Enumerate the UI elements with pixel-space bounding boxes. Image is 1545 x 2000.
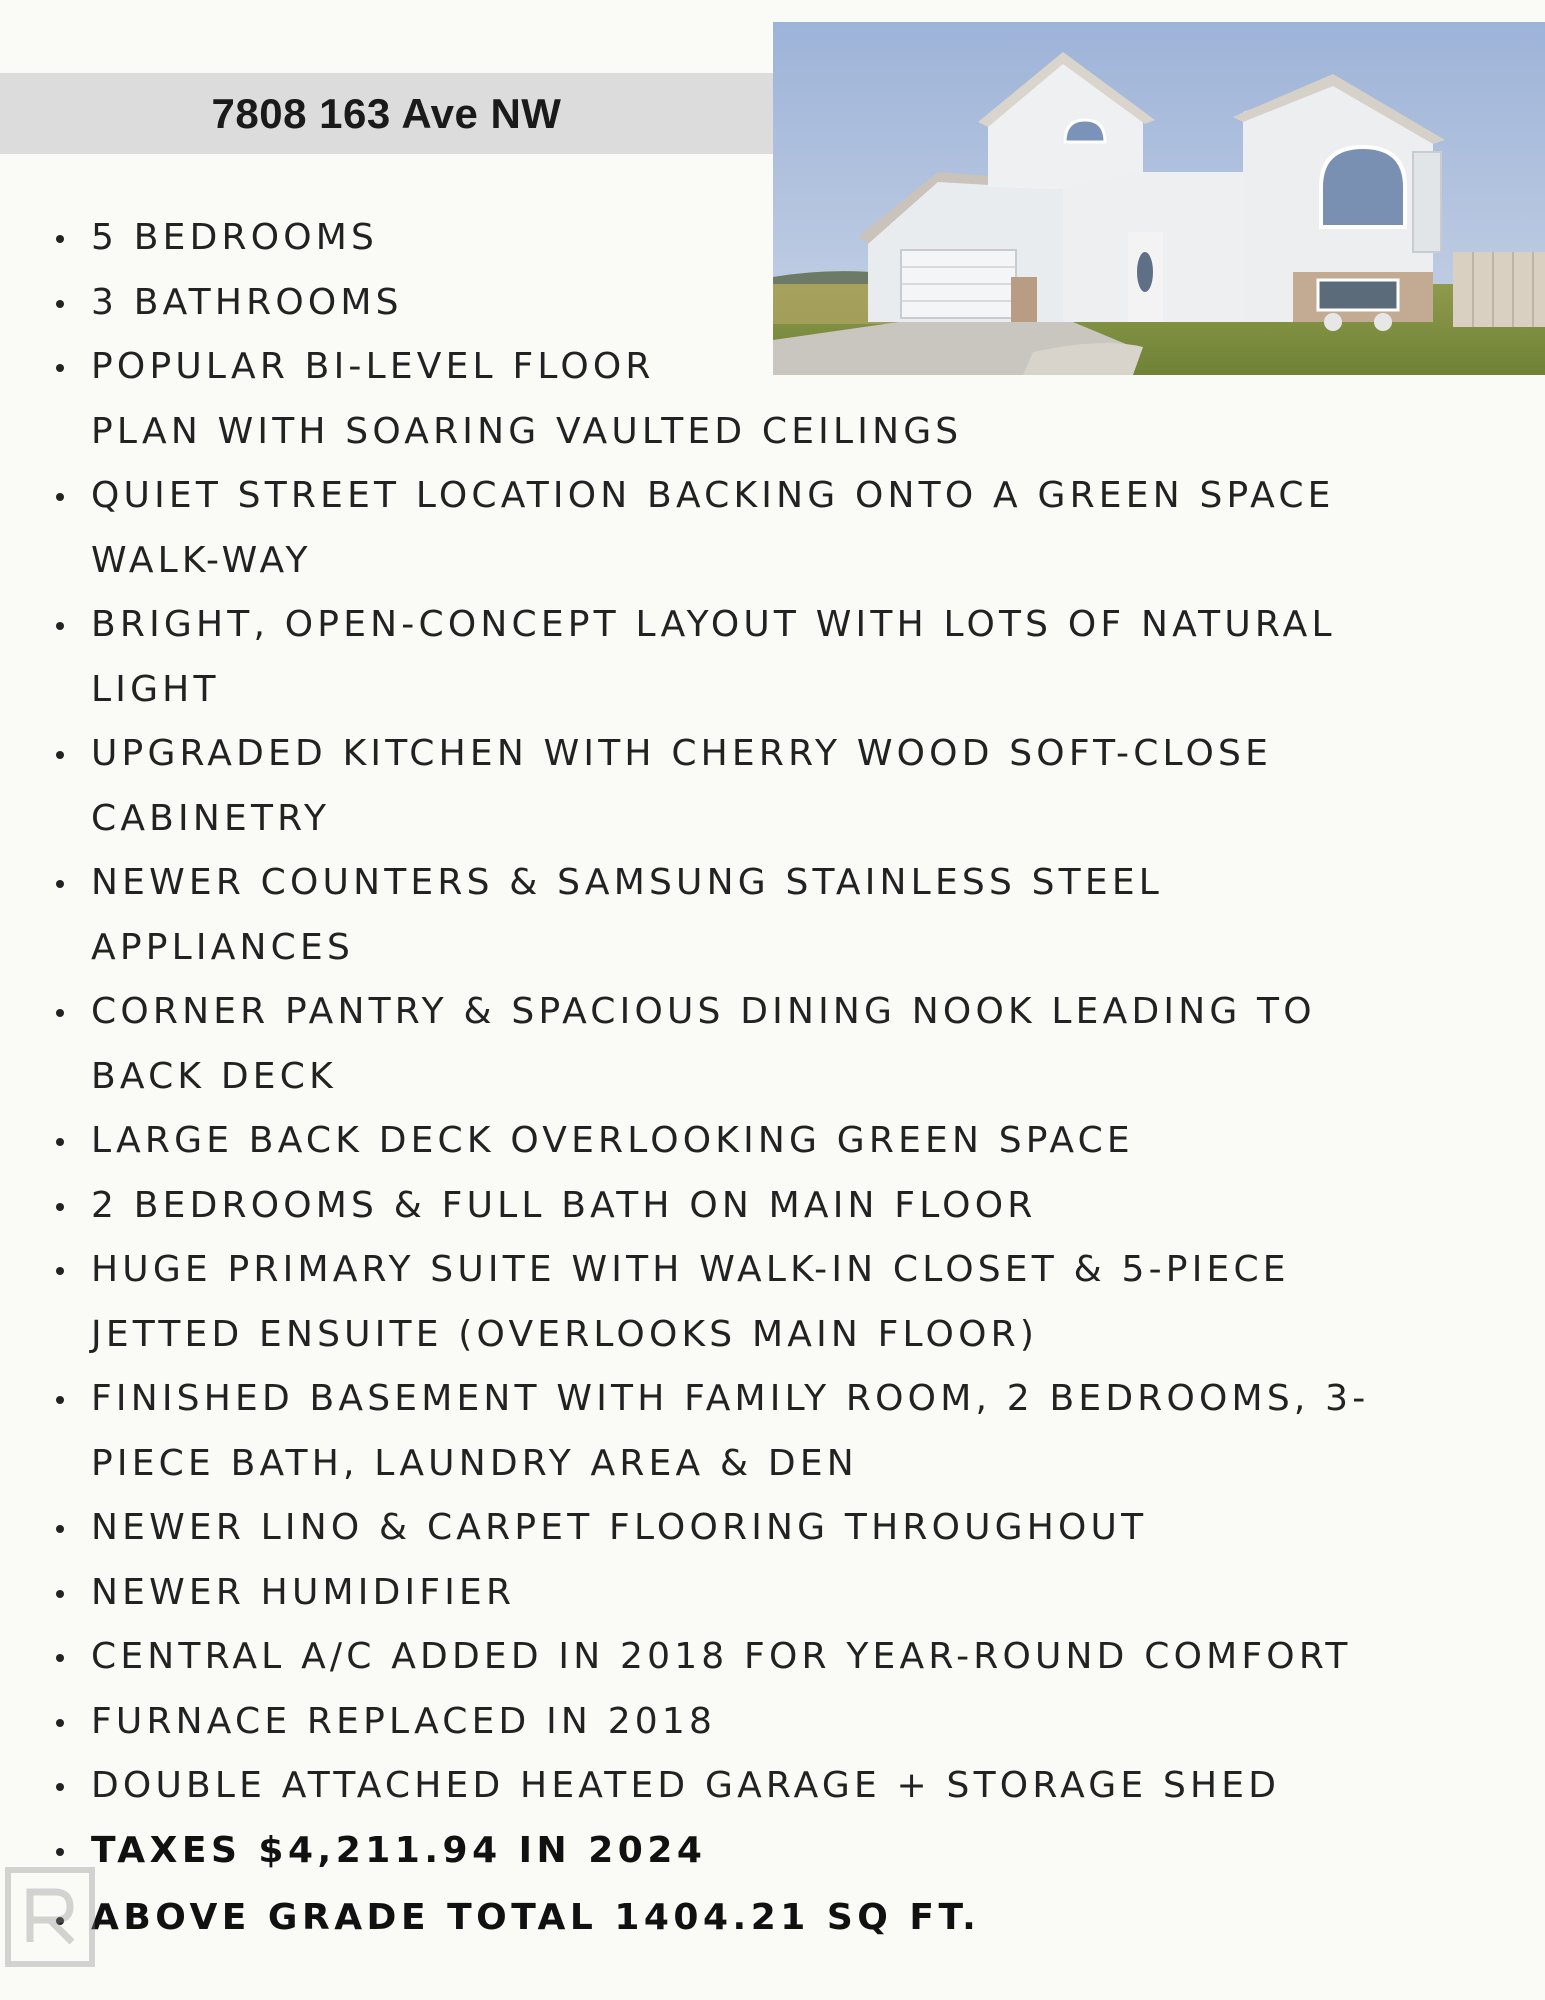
- list-item: DOUBLE ATTACHED HEATED GARAGE + STORAGE SHED: [0, 1754, 1545, 1819]
- bullet-icon: [56, 1203, 64, 1211]
- bullet-icon: [56, 1009, 64, 1017]
- bullet-icon: [56, 1525, 64, 1533]
- bullet-icon: [56, 1719, 64, 1727]
- list-item: POPULAR BI-LEVEL FLOOR PLAN WITH SOARING VAULTED CEILINGS: [0, 335, 1545, 464]
- bullet-icon: [56, 1396, 64, 1404]
- bullet-icon: [56, 751, 64, 759]
- address-title: 7808 163 Ave NW: [211, 89, 562, 137]
- list-item: NEWER COUNTERS & SAMSUNG STAINLESS STEEL APPLIANCES: [0, 851, 1545, 980]
- list-item: UPGRADED KITCHEN WITH CHERRY WOOD SOFT-CLOSE CABINETRY: [0, 722, 1545, 851]
- list-item: LARGE BACK DECK OVERLOOKING GREEN SPACE: [0, 1109, 1545, 1174]
- bullet-icon: [56, 1654, 64, 1662]
- address-banner: [0, 73, 773, 154]
- list-item: NEWER LINO & CARPET FLOORING THROUGHOUT: [0, 1496, 1545, 1561]
- bullet-icon: [56, 235, 64, 243]
- list-item: FURNACE REPLACED IN 2018: [0, 1690, 1545, 1755]
- bullet-icon: [56, 1783, 64, 1791]
- list-item: 3 BATHROOMS: [0, 271, 1545, 336]
- feature-list: [0, 206, 1545, 1953]
- list-item: 2 BEDROOMS & FULL BATH ON MAIN FLOOR: [0, 1174, 1545, 1239]
- brokerage-logo-icon: [0, 1862, 100, 1972]
- list-item: FINISHED BASEMENT WITH FAMILY ROOM, 2 BEDROOMS, 3- PIECE BATH, LAUNDRY AREA & DEN: [0, 1367, 1545, 1496]
- list-item: BRIGHT, OPEN-CONCEPT LAYOUT WITH LOTS OF NATURAL LIGHT: [0, 593, 1545, 722]
- bullet-icon: [56, 364, 64, 372]
- list-item: QUIET STREET LOCATION BACKING ONTO A GREEN SPACE WALK-WAY: [0, 464, 1545, 593]
- list-item: 5 BEDROOMS: [0, 206, 1545, 271]
- list-item: CORNER PANTRY & SPACIOUS DINING NOOK LEADING TO BACK DECK: [0, 980, 1545, 1109]
- list-item: CENTRAL A/C ADDED IN 2018 FOR YEAR-ROUND COMFORT: [0, 1625, 1545, 1690]
- bullet-icon: [56, 300, 64, 308]
- list-item: HUGE PRIMARY SUITE WITH WALK-IN CLOSET & 5-PIECE JETTED ENSUITE (OVERLOOKS MAIN FLOOR): [0, 1238, 1545, 1367]
- bullet-icon: [56, 1138, 64, 1146]
- bullet-icon: [56, 622, 64, 630]
- list-item: NEWER HUMIDIFIER: [0, 1561, 1545, 1626]
- bullet-icon: [56, 1267, 64, 1275]
- bullet-icon: [56, 493, 64, 501]
- list-item-square-footage: ABOVE GRADE TOTAL 1404.21 SQ FT.: [0, 1883, 1545, 1953]
- bullet-icon: [56, 1590, 64, 1598]
- list-item-taxes: TAXES $4,211.94 IN 2024: [0, 1819, 1545, 1884]
- bullet-icon: [56, 880, 64, 888]
- bullet-icon: [56, 1848, 64, 1856]
